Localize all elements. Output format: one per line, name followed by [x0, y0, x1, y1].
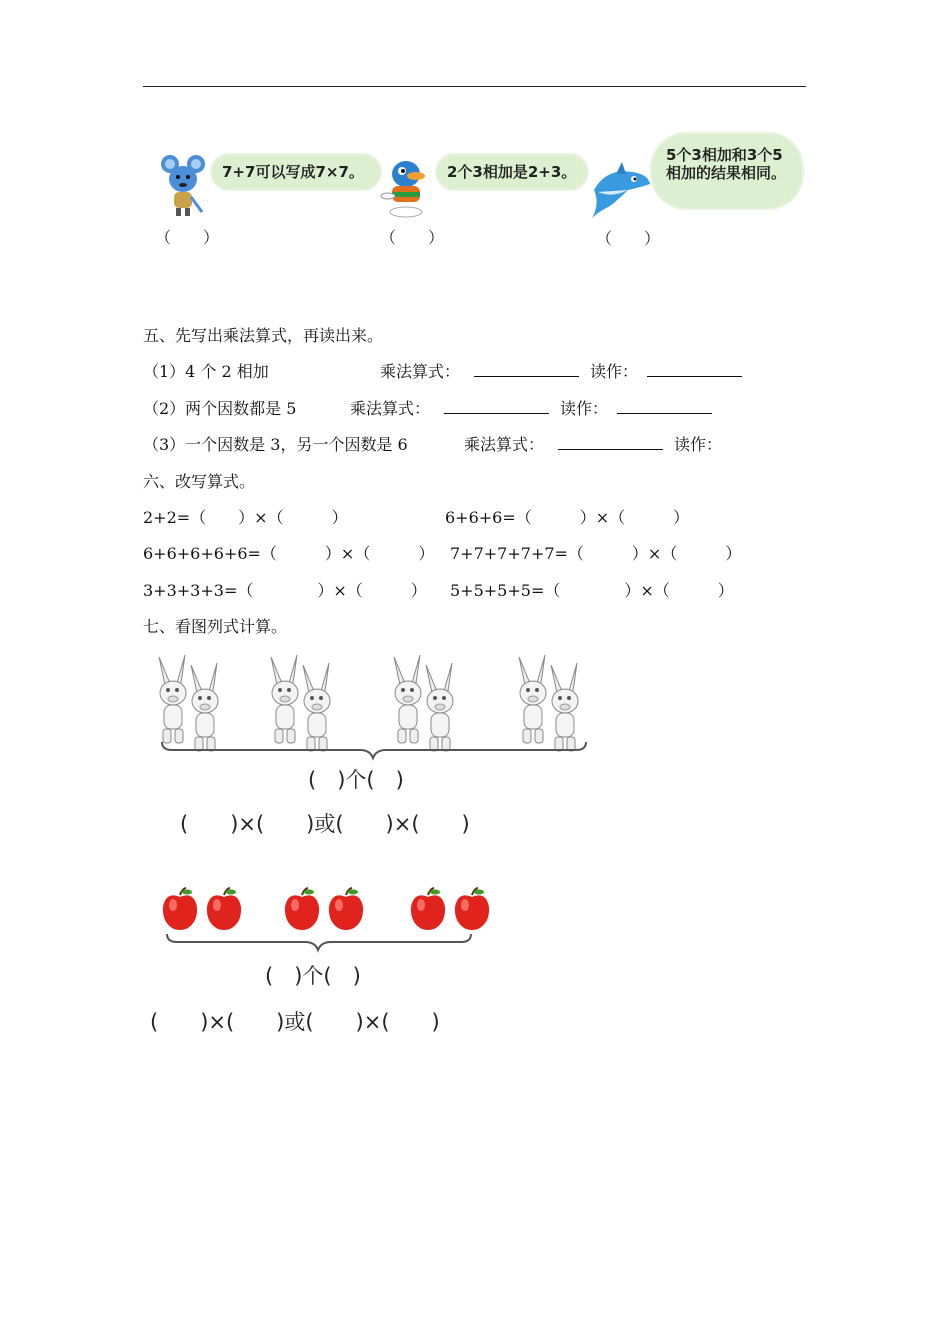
- bubble-text: 5个3相加和3个5相加的结果相同。: [666, 146, 787, 182]
- formula-blank[interactable]: [444, 397, 549, 414]
- answer-paren[interactable]: （ ）: [380, 228, 445, 247]
- mouse-icon: [158, 152, 208, 220]
- brace-label[interactable]: ( )个( ): [308, 768, 404, 792]
- apple-icon: [282, 887, 322, 935]
- read-label: 读作：: [590, 362, 639, 381]
- formula-label: 乘法算式：: [464, 435, 545, 454]
- apple-icon: [326, 887, 366, 935]
- rewrite-equation[interactable]: 2+2=（ ）×（ ）: [143, 508, 348, 527]
- formula-blank[interactable]: [558, 433, 663, 450]
- speech-bubble: [652, 134, 802, 208]
- formula-label: 乘法算式：: [350, 399, 431, 418]
- multiplication-formula[interactable]: ( )×( )或( )×( ): [180, 812, 470, 836]
- formula-blank[interactable]: [474, 360, 579, 377]
- read-label: 读作：: [560, 399, 609, 418]
- section6-heading: 六、改写算式。: [143, 472, 256, 491]
- rewrite-equation[interactable]: 6+6+6=（ ）×（ ）: [445, 508, 690, 527]
- answer-paren[interactable]: （ ）: [596, 229, 661, 248]
- rewrite-equation[interactable]: 3+3+3+3=（ ）×（ ）: [143, 581, 427, 600]
- speech-bubble: [212, 155, 380, 189]
- question-prompt: （1）4 个 2 相加: [143, 362, 269, 381]
- apple-groups: [160, 885, 500, 935]
- formula-label: 乘法算式：: [380, 362, 461, 381]
- rewrite-equation[interactable]: 6+6+6+6+6=（ ）×（ ）: [143, 544, 435, 563]
- apple-icon: [204, 887, 244, 935]
- top-rule: [143, 86, 806, 87]
- multiplication-formula[interactable]: ( )×( )或( )×( ): [150, 1010, 440, 1034]
- read-blank[interactable]: [647, 360, 742, 377]
- dolphin-icon: [588, 160, 654, 220]
- question-prompt: （3）一个因数是 3，另一个因数是 6: [143, 435, 408, 454]
- question-prompt: （2）两个因数都是 5: [143, 399, 297, 418]
- apple-icon: [408, 887, 448, 935]
- group-brace: [165, 932, 475, 954]
- rewrite-equation[interactable]: 7+7+7+7+7=（ ）×（ ）: [450, 544, 742, 563]
- penguin-icon: [378, 158, 436, 220]
- apple-icon: [160, 887, 200, 935]
- section5-heading: 五、先写出乘法算式，再读出来。: [143, 326, 384, 345]
- brace-label[interactable]: ( )个( ): [265, 964, 361, 988]
- read-label: 读作：: [674, 435, 723, 454]
- apple-icon: [452, 887, 492, 935]
- speech-bubble: [437, 155, 587, 189]
- bubble-text: 2个3相加是2+3。: [447, 163, 577, 181]
- rabbit-groups: [155, 655, 595, 750]
- bubble-text: 7+7可以写成7×7。: [222, 163, 364, 181]
- answer-paren[interactable]: （ ）: [155, 228, 220, 247]
- read-blank[interactable]: [617, 397, 712, 414]
- section7-heading: 七、看图列式计算。: [143, 617, 288, 636]
- group-brace: [160, 740, 590, 762]
- rewrite-equation[interactable]: 5+5+5+5=（ ）×（ ）: [450, 581, 734, 600]
